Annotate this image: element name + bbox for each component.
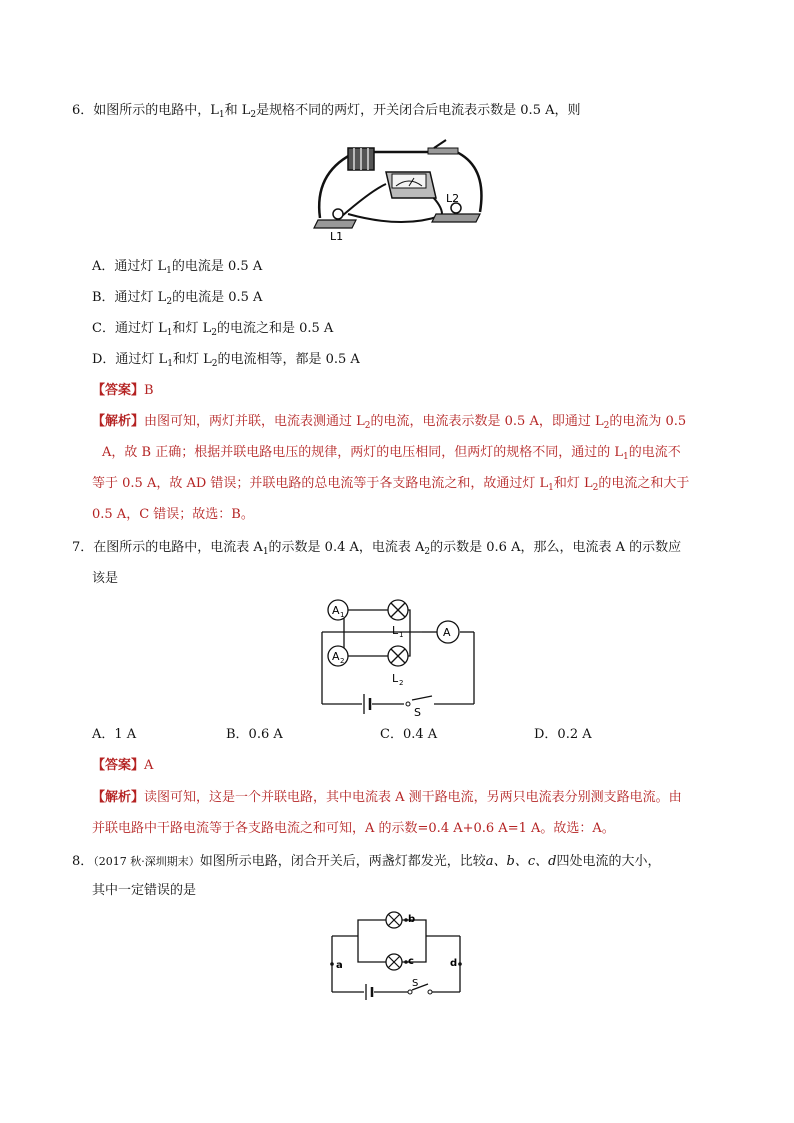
svg-text:A: A <box>443 626 451 639</box>
svg-text:1: 1 <box>340 611 345 619</box>
q7-option-a: A．1 A <box>92 727 137 742</box>
q6-analysis-line-2: A，故 B 正确；根据并联电路电压的规律，两灯的电压相同，但两灯的规格不同，通过的 $L_1$的电流不 <box>102 445 681 462</box>
svg-text:a: a <box>336 960 343 971</box>
q6-answer: 【答案】B <box>92 383 154 398</box>
q6-option-b: B．通过灯 $L_2$的电流是 0.5 A <box>92 290 263 307</box>
svg-text:2: 2 <box>399 679 404 687</box>
q6-option-a: A．通过灯 $L_1$的电流是 0.5 A <box>92 259 263 276</box>
q6-stem: 6．如图所示的电路中，$L_1$和 $L_2$是规格不同的两灯，开关闭合后电流表示数是 0.5 A，则 <box>72 103 581 120</box>
q6-label-l1: L1 <box>330 230 344 242</box>
q7-analysis-line-1: 【解析】读图可知，这是一个并联电路，其中电流表 A 测干路电流，另两只电流表分别测支路电流。由 <box>92 790 682 805</box>
q6-circuit-figure <box>312 134 488 242</box>
svg-text:1: 1 <box>399 631 404 639</box>
svg-text:b: b <box>408 914 416 925</box>
q7-option-d: D．0.2 A <box>534 727 592 742</box>
q8-stem-line-2: 其中一定错误的是 <box>92 883 197 898</box>
q7-stem-line-2: 该是 <box>92 571 119 586</box>
svg-text:c: c <box>408 956 414 967</box>
svg-text:S: S <box>414 706 421 716</box>
q7-answer: 【答案】A <box>92 758 154 773</box>
q6-analysis-line-1: 【解析】由图可知，两灯并联，电流表测通过 $L_2$的电流，电流表示数是 0.5 A，即通过 $L_2$的电流为 0.5 <box>92 414 687 431</box>
q7-stem-line-1: 7．在图所示的电路中，电流表 $A_1$的示数是 0.4 A，电流表 $A_2$的示数是 0.6 A，那么，电流表 A 的示数应 <box>72 540 682 557</box>
svg-text:A: A <box>332 604 340 617</box>
q7-circuit-figure <box>316 596 480 716</box>
q7-analysis-line-2: 并联电路中干路电流等于各支路电流之和可知，A 的示数=0.4 A+0.6 A=1 A。故选：A。 <box>92 821 615 836</box>
q8-stem-line-1: 8．（2017 秋·深圳期末）如图所示电路，闭合开关后，两盏灯都发光，比较a、b、c、d四处电流的大小， <box>72 854 661 869</box>
q7-option-c: C．0.4 A <box>380 727 438 742</box>
svg-text:A: A <box>332 650 340 663</box>
q6-analysis-line-4: 0.5 A，C 错误；故选：B。 <box>92 507 254 522</box>
svg-text:L: L <box>392 624 399 637</box>
q6-label-l2: L2 <box>446 192 460 205</box>
q7-option-b: B．0.6 A <box>226 727 283 742</box>
svg-text:L: L <box>392 672 399 685</box>
q8-circuit-figure <box>328 906 464 1000</box>
svg-text:d: d <box>450 958 458 969</box>
q6-option-c: C．通过灯 $L_1$和灯 $L_2$的电流之和是 0.5 A <box>92 321 334 338</box>
q6-option-d: D．通过灯 $L_1$和灯 $L_2$的电流相等，都是 0.5 A <box>92 352 360 369</box>
svg-text:2: 2 <box>340 657 345 665</box>
svg-text:S: S <box>412 978 419 989</box>
q6-analysis-line-3: 等于 0.5 A，故 AD 错误；并联电路的总电流等于各支路电流之和，故通过灯 $L_1$和灯 $L_2$的电流之和大于 <box>92 476 690 493</box>
